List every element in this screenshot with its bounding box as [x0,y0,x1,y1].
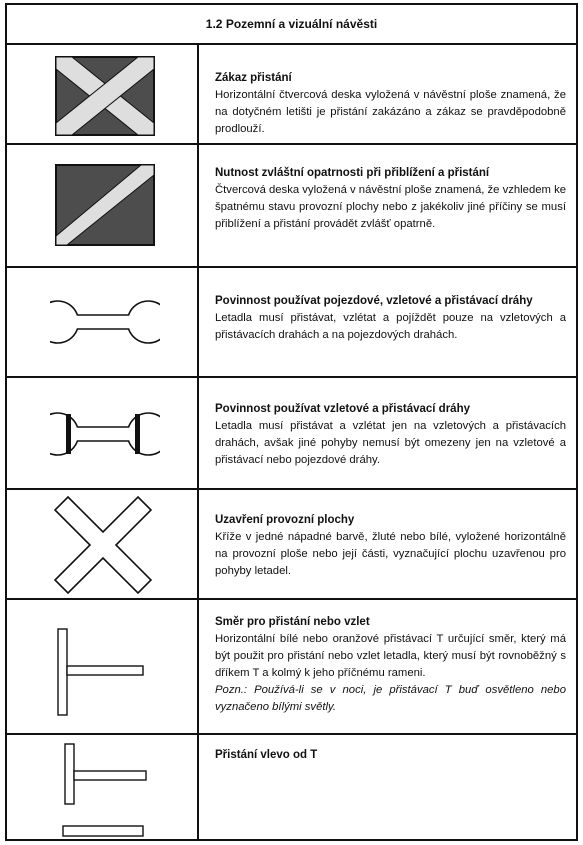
row-title: Zákaz přistání [215,72,292,84]
table-row [7,268,576,378]
row-body: Čtvercová deska vyložená v návěstní ploše znamená, že vzhledem ke špatnému stavu provozní plochy nebo z jakékoliv jiné příčiny se musí přiblížení a přistání provádět zvlášť opatrně. [215,184,567,230]
symbol-cell [7,45,199,143]
table-row [7,600,576,735]
table-header: 1.2 Pozemní a vizuální návěsti [7,5,576,45]
table-row [7,145,576,268]
symbol-cell [7,145,199,266]
row-title: Směr pro přistání nebo vzlet [215,616,370,628]
symbol-cell [7,268,199,376]
dumbbell-icon [50,297,160,347]
dumbbell-bars-icon [50,409,160,459]
symbol-cell [7,600,199,733]
row-body: Letadla musí přistávat a vzlétat jen na vzletových a přistávacích drahách, avšak jiné pohyby nemusí být omezeny jen na vzletové a přistávací nebo pojezdové dráhy. [215,420,566,466]
table-row [7,378,576,490]
row-title: Nutnost zvláštní opatrnosti při přiblížení a přistání [215,167,490,179]
row-title: Přistání vlevo od T [215,749,318,761]
special-caution-icon [55,164,155,246]
symbol-cell [7,490,199,598]
row-title: Povinnost používat vzletové a přistávací dráhy [215,403,470,415]
table-row [7,490,576,600]
row-body: Horizontální bílé nebo oranžové přistávací T určující směr, který má být použit pro přistání nebo vzlet letadla, který musí být rovnoběžný s dříkem T a kolmý k jeho příčnému rameni. [215,633,566,679]
landing-prohibited-icon [55,56,155,136]
row-body: Kříže v jedné nápadné barvě, žluté nebo bílé, vyložené horizontálně na provozní ploše nebo její části, vyznačující plochu uzavřenou pro pohyby letadel. [215,531,566,577]
table-row [7,735,576,839]
row-body: Letadla musí přistávat, vzlétat a pojíždět pouze na vzletových a přistávacích drahách a na pojezdových drahách. [215,312,566,341]
row-title: Povinnost používat pojezdové, vzletové a přistávací dráhy [215,295,533,307]
symbol-cell [7,735,199,839]
land-left-of-t-icon [62,743,152,838]
table-row [7,45,576,145]
row-body: Horizontální čtvercová deska vyložená v návěstní ploše znamená, že na dotyčném letišti je přistání zakázáno a zákaz se pravděpodobně prodlouží. [215,89,566,135]
signals-table [5,3,578,841]
row-title: Uzavření provozní plochy [215,514,355,526]
landing-t-icon [57,628,147,718]
symbol-cell [7,378,199,488]
closed-area-cross-icon [54,496,152,594]
row-note: Pozn.: Používá-li se v noci, je přistávací T buď osvětleno nebo vyznačeno bílými světly. [215,684,566,713]
